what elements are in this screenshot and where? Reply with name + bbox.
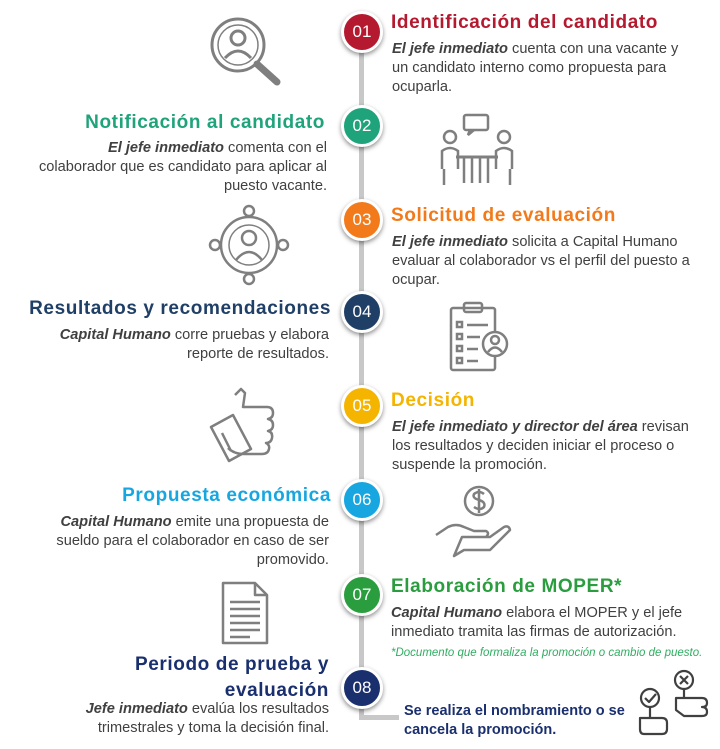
step-05-number: 05 bbox=[341, 385, 383, 427]
step-05-actor: El jefe inmediato y director del área bbox=[392, 419, 638, 435]
step-06-text: emite una propuesta de sueldo para el colaborador en caso de ser promovido. bbox=[56, 514, 329, 568]
timeline-end-line bbox=[359, 715, 399, 720]
step-05-description bbox=[392, 418, 710, 475]
step-04-title: Resultados y recomendaciones bbox=[29, 298, 331, 319]
final-outcome: Se realiza el nombramiento o se cancela la promoción. bbox=[404, 703, 625, 738]
step-01-description bbox=[392, 40, 692, 97]
step-05-title: Decisión bbox=[391, 390, 475, 411]
step-01-actor: El jefe inmediato bbox=[392, 41, 508, 57]
step-06-number: 06 bbox=[341, 479, 383, 521]
step-03-actor: El jefe inmediato bbox=[392, 234, 508, 250]
step-06-title: Propuesta económica bbox=[122, 485, 331, 506]
step-08-title: Periodo de prueba y evaluación bbox=[134, 654, 329, 701]
step-04-description bbox=[29, 326, 329, 364]
step-03-text: solicita a Capital Humano evaluar al colaborador vs el perfil del puesto a ocupar. bbox=[392, 234, 690, 288]
step-02-title: Notificación al candidato bbox=[85, 112, 325, 133]
step-08-description bbox=[29, 700, 329, 738]
step-02-actor: El jefe inmediato bbox=[108, 140, 224, 156]
step-03-description bbox=[392, 233, 697, 290]
search-person-icon bbox=[205, 12, 287, 88]
step-08-number: 08 bbox=[341, 667, 383, 709]
step-03-title: Solicitud de evaluación bbox=[391, 205, 616, 226]
step-01-text: cuenta con una vacante y un candidato interno como propuesta para ocuparla. bbox=[392, 41, 679, 95]
step-01-number: 01 bbox=[341, 11, 383, 53]
decision-icon bbox=[636, 668, 714, 744]
thumbs-up-icon bbox=[205, 385, 287, 465]
step-08-actor: Jefe inmediato bbox=[85, 701, 188, 717]
document-icon bbox=[220, 580, 272, 646]
step-02-number: 02 bbox=[341, 105, 383, 147]
step-06-actor: Capital Humano bbox=[60, 514, 172, 530]
step-01-title: Identificación del candidato bbox=[391, 12, 659, 33]
step-06-description bbox=[29, 513, 329, 570]
step-04-text: corre pruebas y elabora reporte de resultados. bbox=[170, 327, 329, 362]
step-07-description bbox=[391, 604, 713, 663]
step-08-text: evalúa los resultados trimestrales y toma la decisión final. bbox=[97, 701, 329, 736]
step-07-title: Elaboración de MOPER* bbox=[391, 576, 623, 597]
step-03-number: 03 bbox=[341, 199, 383, 241]
money-hand-icon bbox=[432, 483, 512, 561]
step-07-number: 07 bbox=[341, 574, 383, 616]
meeting-icon bbox=[438, 113, 516, 189]
report-icon bbox=[448, 300, 510, 374]
network-person-icon bbox=[208, 204, 290, 286]
step-04-actor: Capital Humano bbox=[59, 327, 171, 343]
step-04-number: 04 bbox=[341, 291, 383, 333]
step-02-description bbox=[27, 139, 327, 196]
step-07-text: elabora el MOPER y el jefe inmediato tramita las firmas de autorización. bbox=[391, 605, 683, 640]
step-07-actor: Capital Humano bbox=[391, 605, 503, 621]
step-02-text: comenta con el colaborador que es candidato para aplicar al puesto vacante. bbox=[38, 140, 327, 194]
step-05-text: revisan los resultados y deciden iniciar el proceso o suspende la promoción. bbox=[392, 419, 689, 473]
step-07-note: *Documento que formaliza la promoción o cambio de puesto. bbox=[391, 647, 703, 659]
